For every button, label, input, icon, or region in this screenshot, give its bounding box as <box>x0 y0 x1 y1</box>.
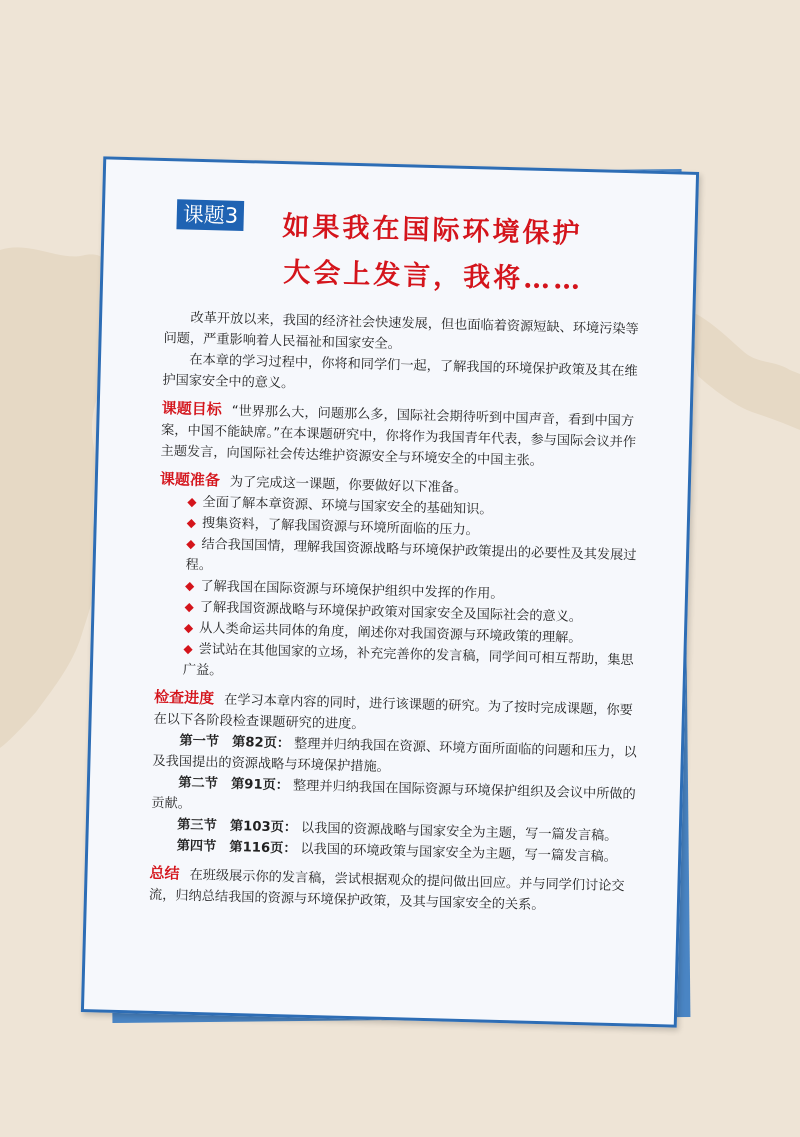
summary-label: 总结 <box>149 863 180 883</box>
intro-paragraph-2: 在本章的学习过程中，你将和同学们一起，了解我国的环境保护政策及其在维护国家安全中的意义。 <box>162 352 638 392</box>
goal-label: 课题目标 <box>161 398 222 419</box>
prep-item: ◆ 了解我国在国际资源与环境保护组织中发挥的作用。 <box>184 578 504 602</box>
diamond-bullet-icon: ◆ <box>183 641 193 656</box>
progress-step: 第一节 第82页： 整理并归纳我国在资源、环境方面所面临的问题和压力，以及我国提出的资源战略与环境保护措施。 <box>152 733 638 776</box>
progress-step: 第四节 第116页： 以我国的环境政策与国家安全为主题，写一篇发言稿。 <box>176 838 618 866</box>
prep-text: 为了完成这一课题，你要做好以下准备。 <box>229 474 468 496</box>
prep-label: 课题准备 <box>159 469 221 490</box>
topic-title <box>281 204 585 304</box>
diamond-bullet-icon: ◆ <box>186 515 197 530</box>
prep-item: ◆ 全面了解本章资源、环境与国家安全的基础知识。 <box>187 494 493 518</box>
progress-step: 第三节 第103页： 以我国的资源战略与国家安全为主题，写一篇发言稿。 <box>177 817 618 845</box>
diamond-bullet-icon: ◆ <box>184 578 195 593</box>
goal-section <box>160 398 648 475</box>
topic-sheet <box>81 156 699 1027</box>
goal-text: “世界那么大，问题那么多，国际社会期待听到中国声音，看到中国方案，中国不能缺席。”在本课题研究中，你将作为我国青年代表，参与国际会议并作主题发言，向国际社会传达维护资源安全与环境安全的中国主张。 <box>160 403 637 469</box>
prep-item: ◆ 了解我国资源战略与环境保护政策对国家安全及国际社会的意义。 <box>184 599 583 626</box>
progress-step: 第二节 第91页： 整理并归纳我国在国际资源与环境保护组织及会议中所做的贡献。 <box>151 775 636 812</box>
prep-item: ◆ 从人类命运共同体的角度，阐述你对我国资源与环境政策的理解。 <box>183 620 582 647</box>
prep-item: ◆ 搜集资料，了解我国资源与环境所面临的压力。 <box>186 515 480 539</box>
diamond-bullet-icon: ◆ <box>184 599 194 614</box>
progress-label: 检查进度 <box>153 687 215 708</box>
diamond-bullet-icon: ◆ <box>187 494 197 509</box>
diamond-bullet-icon: ◆ <box>186 536 196 551</box>
summary-text: 在班级展示你的发言稿，尝试根据观众的提问做出回应。并与同学们讨论交流，归纳总结我国的资源与环境保护政策，及其与国家安全的关系。 <box>148 867 625 914</box>
topic-badge: 课题3 <box>176 199 244 231</box>
prep-item: ◆ 尝试站在其他国家的立场，补充完善你的发言稿，同学间可相互帮助，集思广益。 <box>182 641 634 679</box>
title-line-1: 如果我在国际环境保护 <box>282 211 583 250</box>
intro-paragraph-1: 改革开放以来，我国的经济社会快速发展，但也面临着资源短缺、环境污染等问题，严重影响着人民福祉和国家安全。 <box>163 310 639 353</box>
prep-item: ◆ 结合我国国情，理解我国资源战略与环境保护政策提出的必要性及其发展过程。 <box>185 536 637 574</box>
topic-content <box>149 307 651 919</box>
title-line-2: 大会上发言，我将…… <box>282 257 584 296</box>
diamond-bullet-icon: ◆ <box>183 620 194 635</box>
progress-text: 在学习本章内容的同时，进行该课题的研究。为了按时完成课题，你要在以下各阶段检查课题研究的进度。 <box>153 692 633 733</box>
